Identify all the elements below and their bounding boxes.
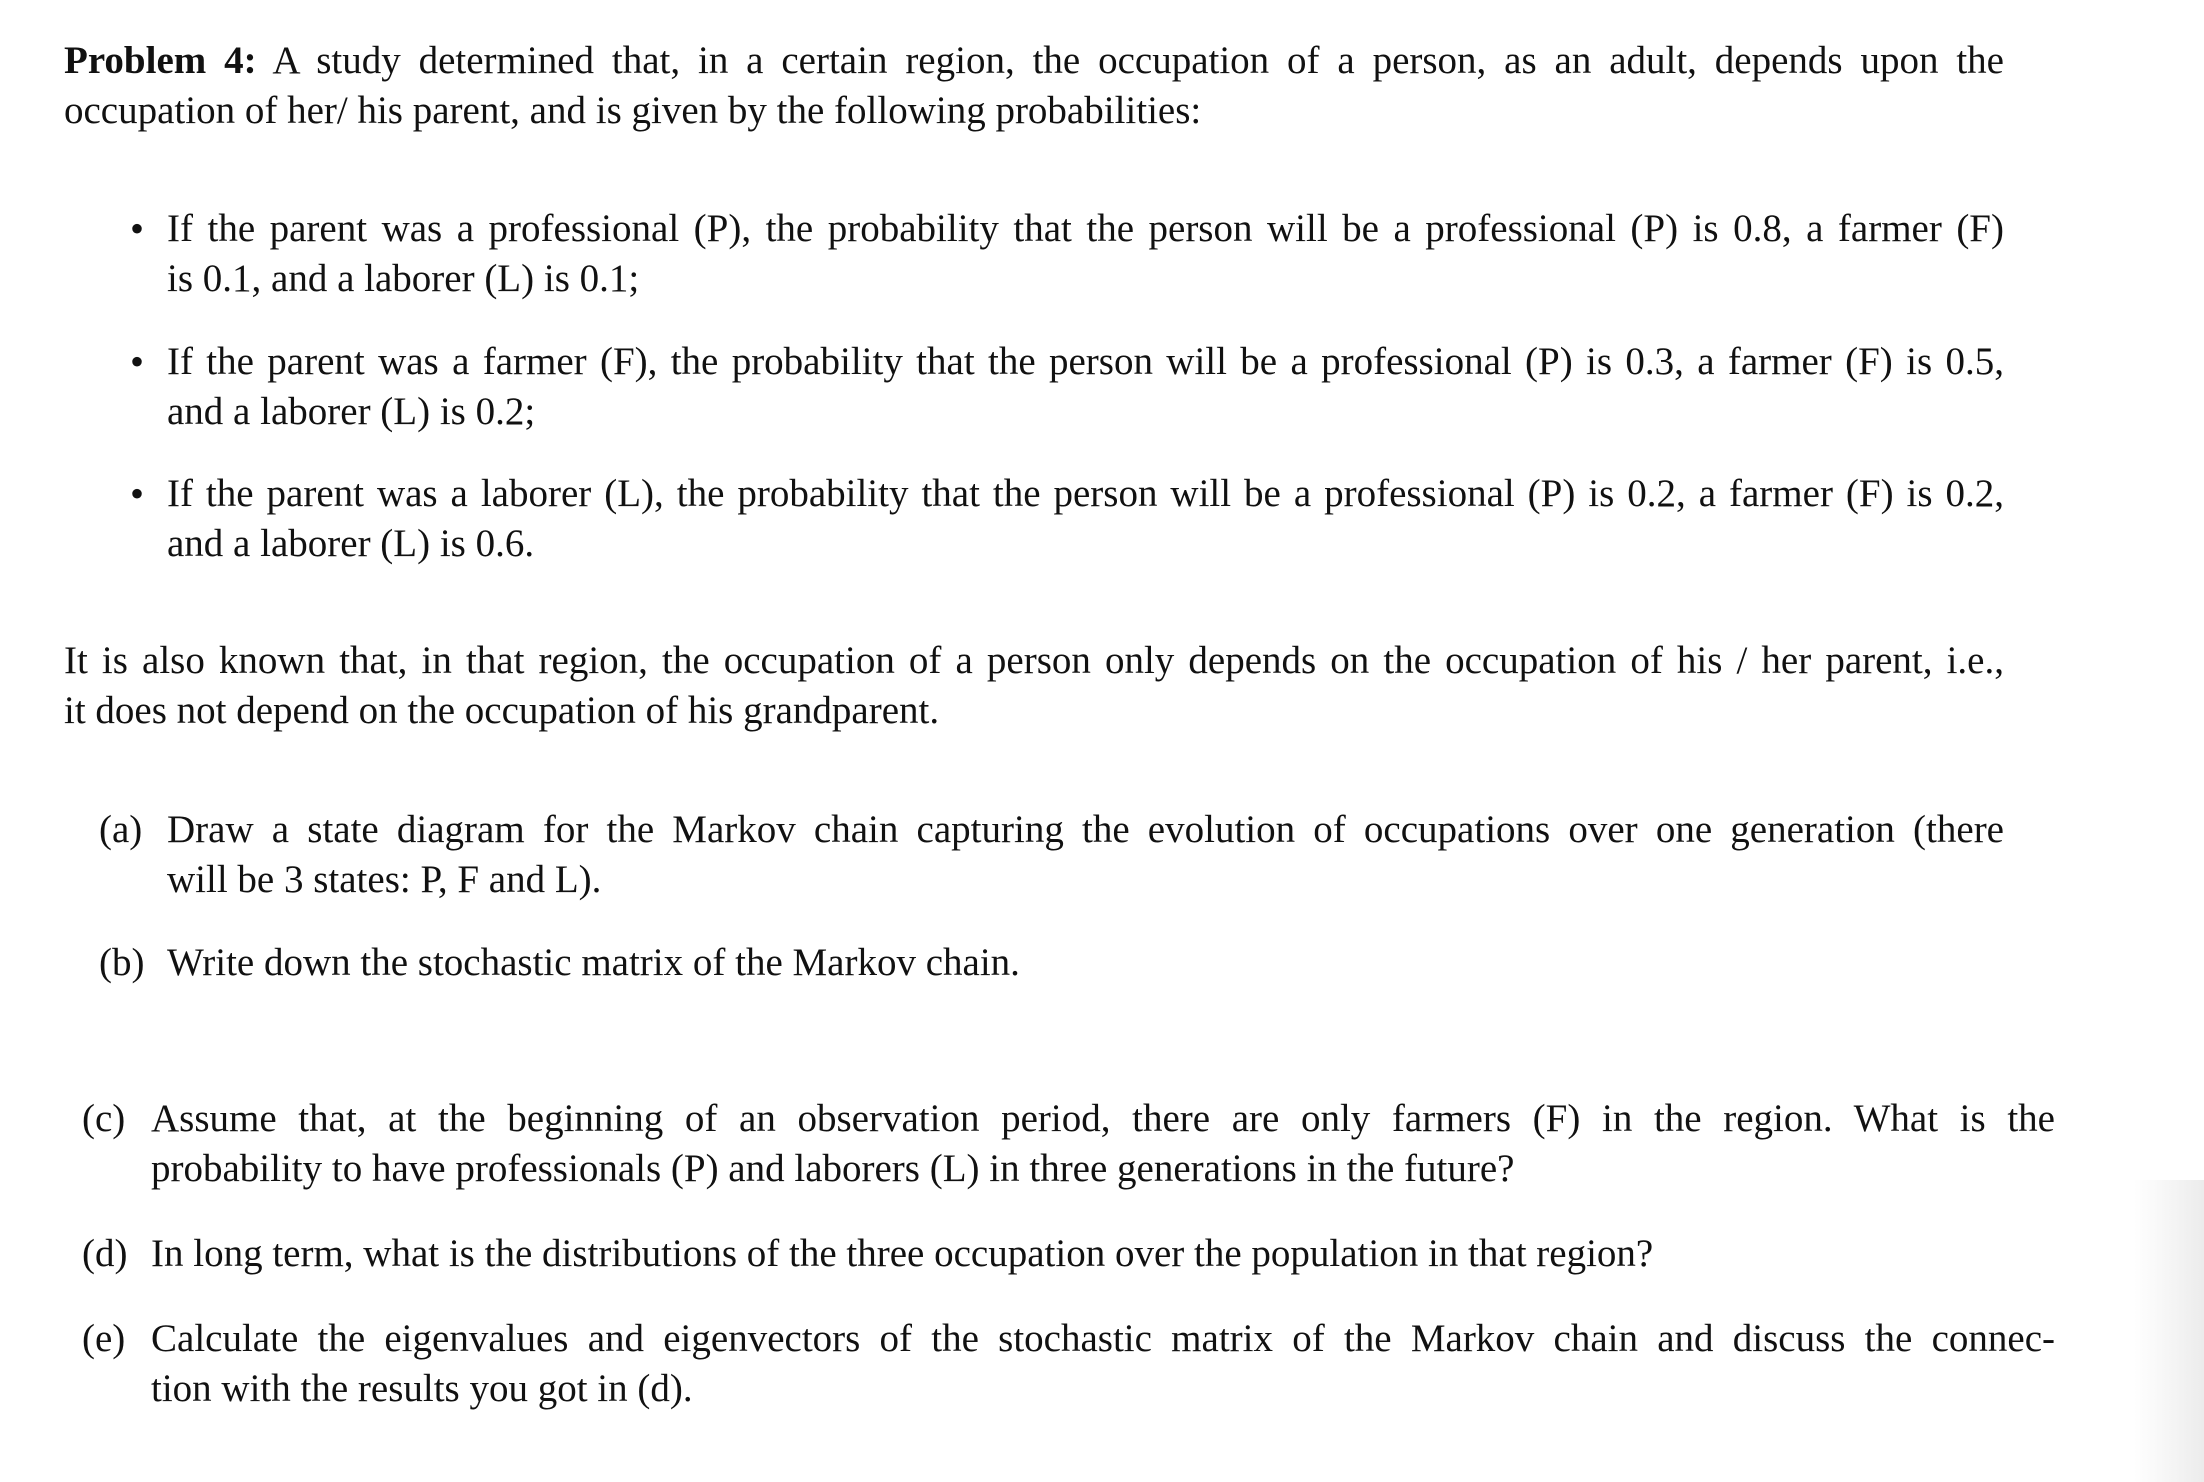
question-b-text <box>167 938 2004 988</box>
question-e-text <box>151 1314 2055 1414</box>
markov-note-line-2: it does not depend on the occupation of his grandparent. <box>64 689 940 732</box>
bullet-1-line-2: is 0.1, and a laborer (L) is 0.1; <box>167 257 640 300</box>
markov-note <box>64 636 2004 736</box>
question-c-line-1: Assume that, at the beginning of an observation period, there are only farmers (F) in the region. What is the <box>151 1097 2055 1140</box>
question-e-line-2: tion with the results you got in (d). <box>151 1367 693 1410</box>
question-c-text <box>151 1094 2055 1194</box>
problem-heading: Problem 4: <box>64 39 257 82</box>
question-e-label: (e) <box>82 1317 126 1360</box>
bullet-2-line-2: and a laborer (L) is 0.2; <box>167 390 536 433</box>
question-a-text <box>167 805 2004 905</box>
bullet-3-dot: • <box>130 471 145 516</box>
question-c-line-2: probability to have professionals (P) and laborers (L) in three generations in the future? <box>151 1147 1515 1190</box>
problem-intro <box>64 36 2004 136</box>
problem-intro-line-1 <box>64 36 2004 86</box>
page-edge-shadow <box>2134 1180 2204 1482</box>
bullet-2-text <box>167 337 2004 437</box>
bullet-3-text <box>167 469 2004 569</box>
bullet-1-line-1: If the parent was a professional (P), the probability that the person will be a professional (P) is 0.8, a farmer (F) <box>167 207 2004 250</box>
bullet-1-text <box>167 204 2004 304</box>
bullet-2-dot: • <box>130 339 145 384</box>
markov-note-line-1: It is also known that, in that region, the occupation of a person only depends on the occupation of his / her parent, i.e., <box>64 639 2004 682</box>
question-b-label: (b) <box>99 941 145 984</box>
question-d-label: (d) <box>82 1232 128 1275</box>
question-e-line-1: Calculate the eigenvalues and eigenvectors of the stochastic matrix of the Markov chain and discuss the connec- <box>151 1317 2055 1360</box>
bullet-1-dot: • <box>130 206 145 251</box>
question-c-label: (c) <box>82 1097 126 1140</box>
bullet-2-line-1: If the parent was a farmer (F), the probability that the person will be a professional (P) is 0.3, a farmer (F) is 0.5, <box>167 340 2004 383</box>
problem-intro-line-2: occupation of her/ his parent, and is given by the following probabilities: <box>64 89 1202 132</box>
question-d-line-1: In long term, what is the distributions of the three occupation over the population in that region? <box>151 1232 1654 1275</box>
problem-intro-text-1: A study determined that, in a certain region, the occupation of a person, as an adult, depends upon the <box>272 39 2004 82</box>
question-a-label: (a) <box>99 808 143 851</box>
bullet-3-line-2: and a laborer (L) is 0.6. <box>167 522 535 565</box>
question-a-line-2: will be 3 states: P, F and L). <box>167 858 602 901</box>
question-a-line-1: Draw a state diagram for the Markov chain capturing the evolution of occupations over one generation (there <box>167 808 2004 851</box>
question-d-text <box>151 1229 2055 1279</box>
bullet-3-line-1: If the parent was a laborer (L), the probability that the person will be a professional (P) is 0.2, a farmer (F) is 0.2, <box>167 472 2004 515</box>
question-b-line-1: Write down the stochastic matrix of the Markov chain. <box>167 941 1020 984</box>
